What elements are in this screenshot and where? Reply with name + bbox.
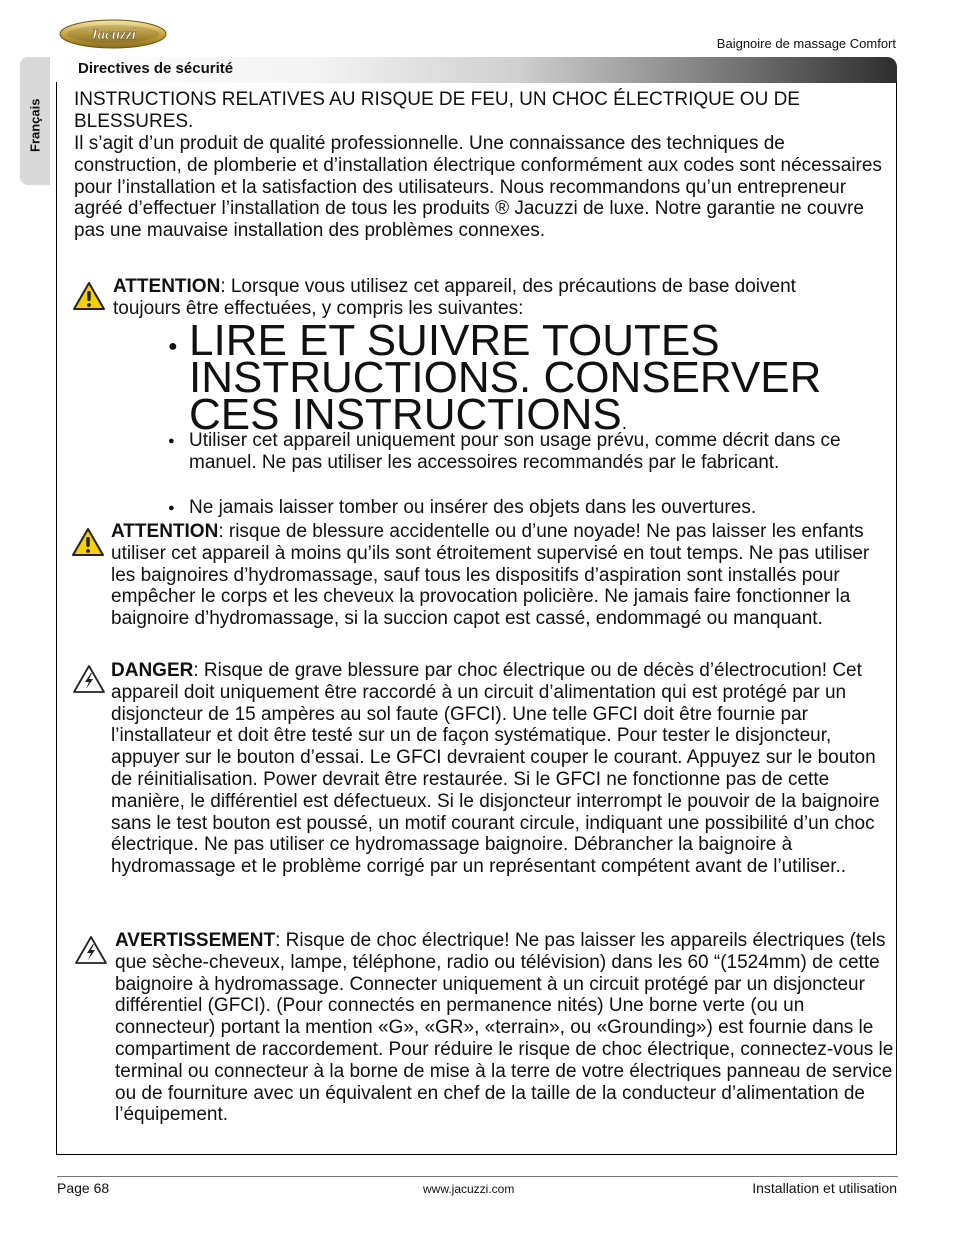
logo-text: Jacuzzi xyxy=(90,27,136,43)
intro-heading: INSTRUCTIONS RELATIVES AU RISQUE DE FEU, UN CHOC ÉLECTRIQUE OU DE BLESSURES. xyxy=(74,89,800,132)
intro-body: Il s’agit d’un produit de qualité professionnelle. Une connaissance des techniques de construction, de plomberie et d’installation électrique conformément aux codes sont nécessaires pour l’installation et la satisfaction des utilisateurs. Nous recommandons qu’un entrepreneur agréé d’effectuer l’installation de tous les produits ® Jacuzzi de luxe. Notre garantie ne couvre pas une mauvaise installation des problèmes connexes. xyxy=(74,133,882,242)
warning1-text xyxy=(113,276,853,320)
warning3-body: : Risque de grave blessure par choc électrique ou de décès d’électrocution! Cet appareil doit uniquement être raccordé à un circuit d’alimentation qui est protégé par un disjoncteur de 15 ampères au sol faute (GFCI). Une telle GFCI doit être fournie par l’installateur et doit être testé sur un de façon systématique. Pour tester le disjoncteur, appuyer sur le bouton d’essai. Le GFCI devraient couper le courant. Appuyez sur le bouton de réinitialisation. Power devrait être restaurée. Si le GFCI ne fonctionne pas de cette manière, le différentiel est défectueux. Si le disjoncteur interrompt le pouvoir de la baignoire sans le test bouton est poussé, un motif courant circule, indiquant une possibilité d’un choc électrique. Ne pas utiliser ce hydromassage baignoire. Débrancher la baignoire à hydromassage et le problème corrigé par un représentant compétent avant de l’utiliser.. xyxy=(111,660,880,878)
website-link[interactable]: www.jacuzzi.com xyxy=(423,1182,515,1196)
big-bullet-main: LIRE ET SUIVRE TOUTES INSTRUCTIONS. CONSERVER CES INSTRUCTIONS xyxy=(189,316,822,439)
document-title: Baignoire de massage Comfort xyxy=(716,36,896,51)
warning1-label: ATTENTION xyxy=(113,276,221,297)
electric-hazard-icon xyxy=(72,664,106,694)
bullet-dot: ● xyxy=(168,502,175,514)
page-number: Page 68 xyxy=(57,1180,110,1196)
warning3-text xyxy=(111,660,896,878)
footer-divider xyxy=(57,1176,898,1177)
language-tab-label: Français xyxy=(27,98,43,152)
bullet-dot: ● xyxy=(168,338,178,355)
warning2-body: : risque de blessure accidentelle ou d’une noyade! Ne pas laisser les enfants utiliser cet appareil à moins qu’ils sont étroitement supervisé en tout temps. Ne pas utiliser les baignoires d’hydromassage, sauf tous les dispositifs d’aspiration sont installés pour empêcher le corps et les cheveux la provocation policière. Ne jamais faire fonctionner la baignoire d’hydromassage, si la succion capot est cassé, endommagé ou manquant. xyxy=(111,521,870,630)
big-bullet-end: . xyxy=(621,413,627,434)
warning2-label: ATTENTION xyxy=(111,521,219,542)
warning2-text xyxy=(111,521,886,630)
warning4-text xyxy=(115,930,895,1126)
warning4-label: AVERTISSEMENT xyxy=(115,930,276,951)
jacuzzi-logo xyxy=(58,18,168,50)
footer-manual-title: Installation et utilisation xyxy=(752,1180,897,1196)
warning3-label: DANGER xyxy=(111,660,194,681)
bullet-item: Utiliser cet appareil uniquement pour son usage prévu, comme décrit dans ce manuel. Ne pas utiliser les accessoires recommandés par le fabricant. xyxy=(189,430,841,473)
warning4-body: : Risque de choc électrique! Ne pas laisser les appareils électriques (tels que sèche-cheveux, lampe, téléphone, radio ou télévision) dans les 60 “(1524mm) de cette baignoire à hydromassage. Connecter uniquement à un circuit protégé par un disjoncteur différentiel (GFCI). (Pour connectés en permanence nités) Une borne verte (ou un connecteur) portant la mention «G», «GR», «terrain», ou «Grounding») est fournie dans le compartiment de raccordement. Pour réduire le risque de choc électrique, connectez-vous le terminal ou connecteur à la borne de mise à la terre de votre électriques panneau de service ou de fourniture avec un équivalent en chef de la taille de la conducteur d’alimentation de l’équipement. xyxy=(115,930,894,1126)
bullet-item: Ne jamais laisser tomber ou insérer des objets dans les ouvertures. xyxy=(189,497,757,518)
section-title: Directives de sécurité xyxy=(78,60,234,77)
warning1-body: : Lorsque vous utilisez cet appareil, des précautions de base doivent toujours être effectuées, y compris les suivantes: xyxy=(113,276,796,319)
bullet-dot: ● xyxy=(168,435,175,447)
warning-triangle-icon xyxy=(72,281,106,311)
warning-triangle-icon xyxy=(71,527,105,557)
electric-hazard-icon xyxy=(74,935,108,965)
big-bullet-text xyxy=(189,316,899,442)
